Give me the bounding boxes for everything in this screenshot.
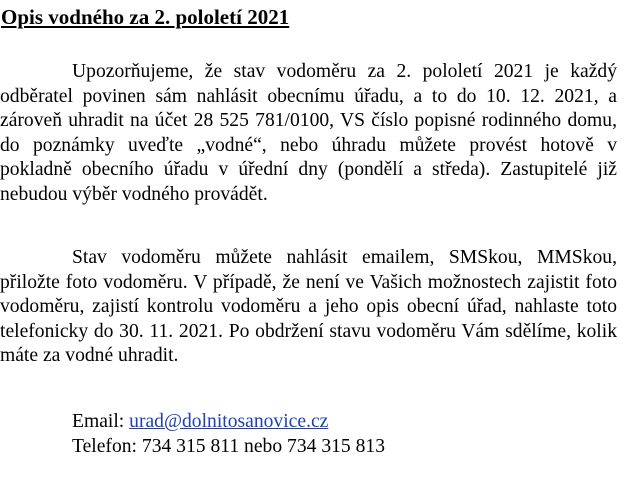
email-label: Email: (72, 411, 130, 432)
email-link[interactable]: urad@dolnitosanovice.cz (129, 411, 329, 432)
email-contact-line (72, 410, 328, 435)
paragraph-payment-notice: Upozorňujeme, že stav vodoměru za 2. pololetí 2021 je každý odběratel povinen sám nahlásit obecnímu úřadu, a to do 10. 12. 2021, a zároveň uhradit na účet 28 525 781/0100, VS číslo popisné rodinného domu, do poznámky uveďte „vodné“, nebo úhradu můžete provést hotově v pokladně obecního úřadu v úřední dny (pondělí a středa). Zastupitelé již nebudou výběr vodného provádět. (0, 61, 617, 205)
phone-contact-line: Telefon: 734 315 811 nebo 734 315 813 (72, 436, 385, 457)
paragraph-meter-reporting: Stav vodoměru můžete nahlásit emailem, SMSkou, MMSkou, přiložte foto vodoměru. V případě, že není ve Vašich možnostech zajistit foto vodoměru, zajistí kontrolu vodoměru a jeho opis obecní úřad, nahlaste toto telefonicky do 30. 11. 2021. Po obdržení stavu vodoměru Vám sdělíme, kolik máte za vodné uhradit. (0, 247, 617, 367)
document-title: Opis vodného za 2. pololetí 2021 (1, 5, 290, 29)
